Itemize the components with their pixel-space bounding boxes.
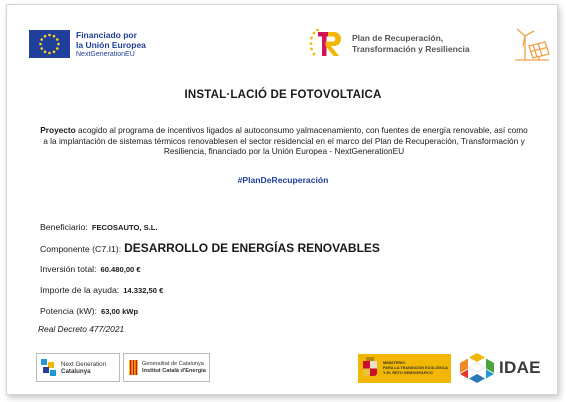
beneficiario-value: FECOSAUTO, S.L. bbox=[91, 223, 158, 232]
decree-reference: Real Decreto 477/2021 bbox=[38, 324, 125, 334]
beneficiario-row bbox=[40, 222, 158, 232]
eu-funding-text bbox=[76, 30, 176, 60]
ayuda-row bbox=[40, 285, 163, 295]
generalitat-line-2: Institut Català d'Energia bbox=[142, 368, 206, 374]
generalitat-flag-icon bbox=[129, 360, 138, 375]
next-generation-catalunya-logo bbox=[36, 353, 120, 382]
solar-panel-wind-turbine-icon bbox=[511, 26, 551, 62]
ministerio-line-2: PARA LA TRANSICIÓN ECOLÓGICA bbox=[383, 366, 449, 370]
ministerio-logo bbox=[358, 354, 451, 383]
componente-label: Componente (C7.I1): bbox=[40, 244, 122, 254]
ministerio-line-1: MINISTERIO bbox=[383, 361, 406, 365]
potencia-label: Potencia (kW): bbox=[40, 306, 97, 316]
eu-flag-icon bbox=[29, 30, 70, 58]
ayuda-label: Importe de la ayuda: bbox=[40, 285, 120, 295]
idae-logo bbox=[459, 352, 551, 384]
coat-of-arms-icon bbox=[361, 357, 379, 380]
generalitat-line-1: Generalitat de Catalunya bbox=[142, 361, 204, 367]
eu-line-1: Financiado por bbox=[76, 30, 137, 40]
ministerio-line-3: Y EL RETO DEMOGRÁFICO bbox=[383, 371, 433, 375]
prtr-line-2: Transformación y Resiliencia bbox=[352, 44, 470, 54]
intro-lead: Proyecto bbox=[40, 125, 76, 135]
generalitat-text bbox=[142, 361, 206, 375]
eu-line-2: la Unión Europea bbox=[76, 40, 146, 50]
inversion-row bbox=[40, 264, 141, 274]
ayuda-value: 14.332,50 € bbox=[123, 286, 164, 295]
hashtag: #PlanDeRecuperación bbox=[237, 175, 329, 185]
ministerio-text bbox=[383, 361, 448, 376]
certificate-sheet bbox=[6, 4, 558, 395]
next-generation-mark-icon bbox=[41, 359, 57, 377]
intro-text: acogido al programa de incentivos ligados al autoconsumo yalmacenamiento, con fuentes de energía renovable, así como a la implantación de sistemas térmicos renovablesen el sector residencial en el marco del Plan de Recuperación, Transformación y Resiliencia, financiado por la Unión Europea - NextGenerationEU bbox=[43, 125, 528, 157]
prtr-logo-icon bbox=[308, 27, 346, 59]
next-generation-line-1: Next Generation bbox=[61, 361, 107, 368]
eu-line-3: NextGenerationEU bbox=[76, 51, 135, 58]
intro-paragraph bbox=[37, 125, 531, 157]
generalitat-logo bbox=[123, 353, 210, 382]
componente-row bbox=[40, 241, 380, 255]
componente-value: DESARROLLO DE ENERGÍAS RENOVABLES bbox=[124, 241, 380, 255]
next-generation-text bbox=[61, 361, 106, 375]
inversion-label: Inversión total: bbox=[40, 264, 97, 274]
inversion-value: 60.480,00 € bbox=[100, 265, 141, 274]
potencia-value: 63,00 kWp bbox=[100, 307, 139, 316]
next-generation-line-2: Catalunya bbox=[61, 368, 91, 375]
potencia-row bbox=[40, 306, 138, 316]
prtr-logo-text bbox=[352, 33, 512, 55]
prtr-line-1: Plan de Recuperación, bbox=[352, 33, 444, 43]
beneficiario-label: Beneficiario: bbox=[40, 222, 88, 232]
page-title: INSTAL·LACIÓ DE FOTOVOLTAICA bbox=[184, 89, 382, 101]
idae-mark-icon bbox=[459, 352, 495, 384]
idae-label: IDAE bbox=[499, 358, 541, 377]
